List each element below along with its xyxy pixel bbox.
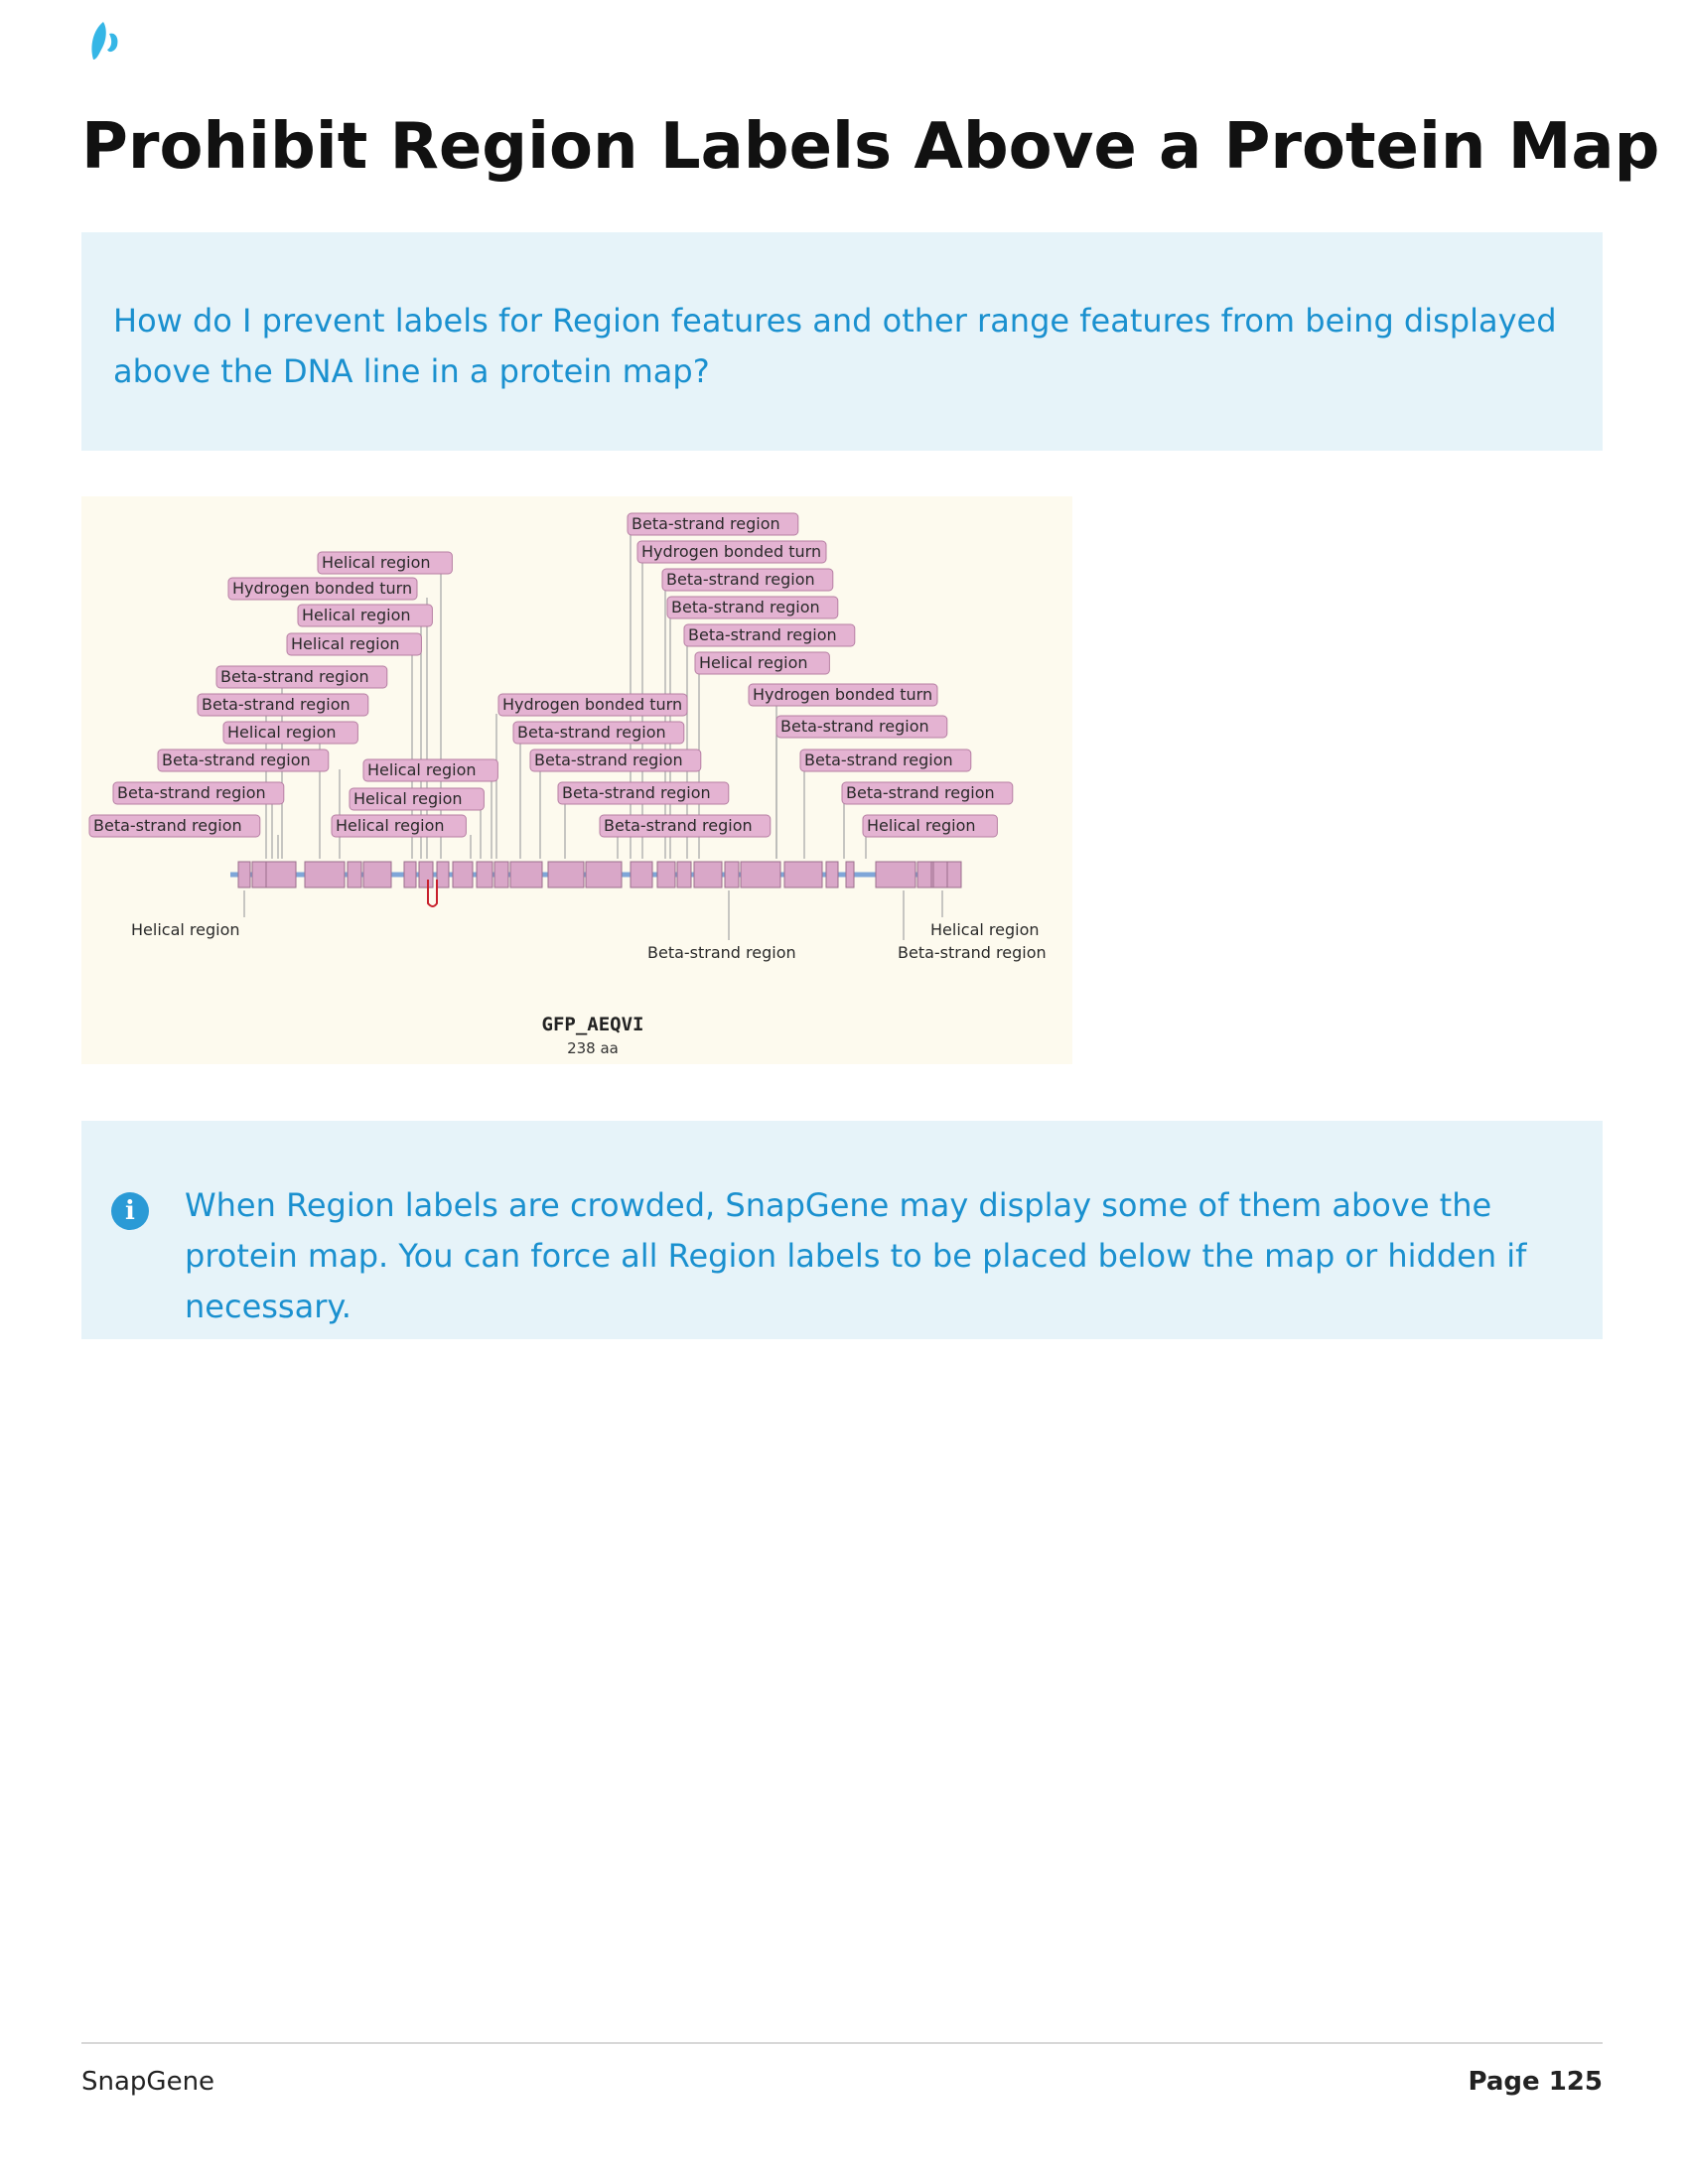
- region-label: Beta-strand region: [202, 695, 351, 714]
- region-label: Beta-strand region: [604, 816, 753, 835]
- region-label: Helical region: [699, 653, 808, 672]
- region-label: Helical region: [367, 760, 477, 779]
- region-label: Helical region: [336, 816, 445, 835]
- region-feature: [437, 862, 449, 887]
- region-label: Beta-strand region: [846, 783, 995, 802]
- region-label-below: Helical region: [131, 920, 240, 939]
- region-feature: [933, 862, 947, 887]
- region-label: Beta-strand region: [632, 514, 780, 533]
- page-number: Page 125: [1468, 2067, 1603, 2097]
- region-label: Beta-strand region: [671, 598, 820, 616]
- region-feature: [876, 862, 915, 887]
- region-label: Beta-strand region: [688, 625, 837, 644]
- region-feature: [826, 862, 838, 887]
- region-feature: [266, 862, 296, 887]
- region-feature: [238, 862, 250, 887]
- region-label: Helical region: [227, 723, 337, 742]
- region-label: Beta-strand region: [517, 723, 666, 742]
- region-label: Hydrogen bonded turn: [641, 542, 822, 561]
- footer-divider: [81, 2042, 1603, 2044]
- region-feature: [586, 862, 622, 887]
- region-feature: [477, 862, 492, 887]
- note-box: [81, 1121, 1603, 1339]
- region-label: Helical region: [291, 634, 400, 653]
- region-feature: [453, 862, 473, 887]
- protein-map-figure: [81, 496, 1072, 1064]
- region-label: Helical region: [867, 816, 976, 835]
- region-label: Beta-strand region: [804, 751, 953, 769]
- region-feature: [548, 862, 584, 887]
- region-label: Hydrogen bonded turn: [232, 579, 413, 598]
- region-feature: [725, 862, 739, 887]
- region-feature: [741, 862, 780, 887]
- region-feature: [404, 862, 416, 887]
- region-label: Hydrogen bonded turn: [502, 695, 683, 714]
- question-text: How do I prevent labels for Region features and other range features from being displayed above the DNA line in a protein map?: [113, 302, 1557, 390]
- snapgene-logo-icon: [83, 16, 133, 66]
- region-feature: [510, 862, 542, 887]
- region-feature: [694, 862, 722, 887]
- region-label: Helical region: [322, 553, 431, 572]
- region-feature: [419, 862, 433, 887]
- region-feature: [657, 862, 675, 887]
- note-text: When Region labels are crowded, SnapGene may display some of them above the protein map. You can force all Region labels to be placed below the map or hidden if necessary.: [185, 1186, 1527, 1325]
- region-label-below: Helical region: [930, 920, 1040, 939]
- region-label: Beta-strand region: [162, 751, 311, 769]
- question-box: [81, 232, 1603, 451]
- region-label-below: Beta-strand region: [898, 943, 1047, 962]
- region-label: Helical region: [353, 789, 463, 808]
- region-label: Beta-strand region: [666, 570, 815, 589]
- region-feature: [784, 862, 822, 887]
- region-feature: [846, 862, 854, 887]
- region-feature: [348, 862, 361, 887]
- region-label: Hydrogen bonded turn: [753, 685, 933, 704]
- region-feature: [494, 862, 508, 887]
- region-label: Beta-strand region: [117, 783, 266, 802]
- region-label: Beta-strand region: [562, 783, 711, 802]
- region-label-below: Beta-strand region: [647, 943, 796, 962]
- page-title: Prohibit Region Labels Above a Protein Map: [81, 110, 1660, 184]
- region-feature: [252, 862, 266, 887]
- region-feature: [631, 862, 652, 887]
- region-feature: [363, 862, 391, 887]
- protein-map-svg: [81, 496, 1072, 1064]
- region-label: Helical region: [302, 606, 411, 624]
- info-icon: i: [111, 1192, 149, 1230]
- region-feature: [305, 862, 345, 887]
- region-label: Beta-strand region: [780, 717, 929, 736]
- region-label: Beta-strand region: [93, 816, 242, 835]
- footer-brand: SnapGene: [81, 2067, 215, 2097]
- map-length: 238 aa: [567, 1039, 619, 1057]
- region-label: Beta-strand region: [220, 667, 369, 686]
- region-feature: [677, 862, 691, 887]
- region-label: Beta-strand region: [534, 751, 683, 769]
- map-name: GFP_AEQVI: [541, 1014, 644, 1035]
